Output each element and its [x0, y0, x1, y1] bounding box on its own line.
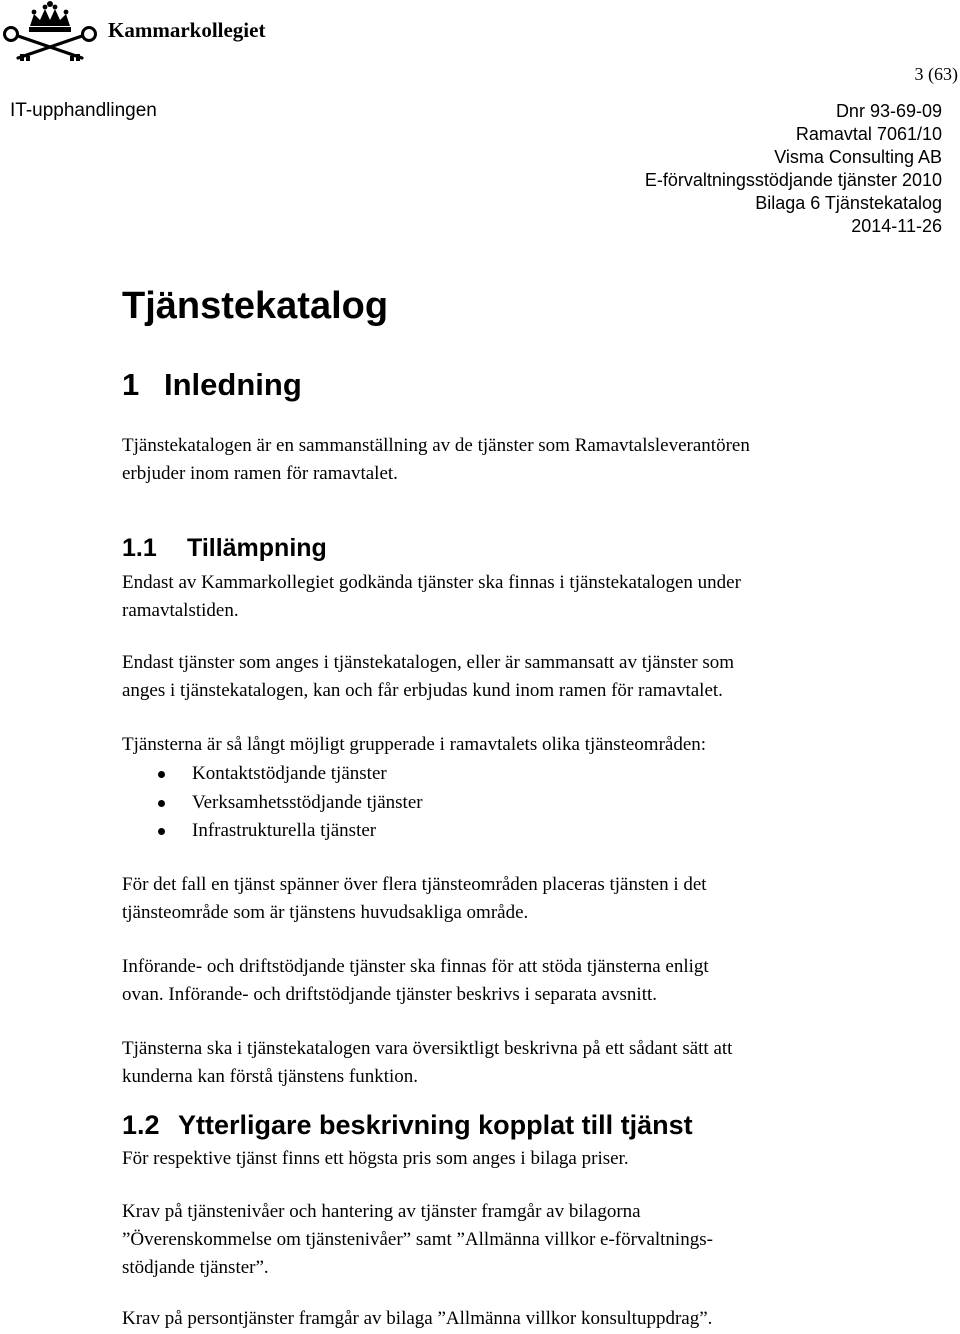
text-line: stödjande tjänster”. [122, 1257, 269, 1278]
section-number: 1.2 [122, 1110, 160, 1140]
text-line: kunderna kan förstå tjänstens funktion. [122, 1066, 419, 1087]
bullet-icon [158, 800, 165, 807]
paragraph [122, 649, 734, 705]
list-item-label: Verksamhetsstödjande tjänster [192, 791, 423, 813]
text-line: erbjuder inom ramen för ramavtalet. [122, 463, 398, 484]
text-line: Tjänstekatalogen är en sammanställning av de tjänster som Ramavtalsleverantören [122, 435, 750, 456]
section-title: Ytterligare beskrivning kopplat till tjänst [178, 1110, 693, 1140]
list-item-label: Infrastrukturella tjänster [192, 820, 377, 841]
section-number: 1.1 [122, 534, 157, 562]
paragraph [122, 731, 706, 759]
kammarkollegiet-logo [0, 0, 100, 62]
paragraph [122, 569, 741, 625]
list-item-label: Kontaktstödjande tjänster [192, 763, 387, 784]
meta-line: Bilaga 6 Tjänstekatalog [755, 193, 942, 213]
bullet-list [122, 760, 423, 846]
list-item [122, 760, 423, 789]
text-line: Införande- och driftstödjande tjänster ska finnas för att stöda tjänsterna enligt [122, 956, 709, 977]
meta-line: Visma Consulting AB [774, 147, 942, 167]
text-line: Krav på persontjänster framgår av bilaga ”Allmänna villkor konsultuppdrag”. [122, 1308, 713, 1329]
text-line: tjänsteområde som är tjänstens huvudsakliga område. [122, 902, 529, 923]
section-number: 1 [122, 367, 140, 402]
text-line: anges i tjänstekatalogen, kan och får erbjudas kund inom ramen för ramavtalet. [122, 680, 723, 701]
paragraph [122, 1198, 713, 1282]
subsection-heading [122, 1110, 693, 1141]
text-line: Endast av Kammarkollegiet godkända tjänster ska finnas i tjänstekatalogen under [122, 572, 741, 593]
list-item [122, 789, 423, 818]
paragraph [122, 1305, 712, 1333]
meta-line: Ramavtal 7061/10 [795, 124, 942, 144]
paragraph [122, 871, 707, 927]
meta-line: E-förvaltningsstödjande tjänster 2010 [644, 170, 942, 190]
meta-line: Dnr 93-69-09 [835, 101, 942, 121]
paragraph [122, 432, 750, 488]
text-line: ”Överenskommelse om tjänstenivåer” samt ”Allmänna villkor e-förvaltnings- [122, 1229, 713, 1250]
section-heading [122, 367, 302, 403]
section-title: Inledning [164, 367, 302, 402]
text-line: Krav på tjänstenivåer och hantering av tjänster framgår av bilagorna [122, 1201, 641, 1222]
document-title: Tjänstekatalog [122, 285, 389, 327]
text-line: För det fall en tjänst spänner över flera tjänsteområden placeras tjänsten i det [122, 874, 707, 895]
bullet-icon [158, 828, 165, 835]
brand-name: Kammarkollegiet [108, 18, 266, 42]
text-line: ramavtalstiden. [122, 600, 239, 621]
paragraph [122, 1035, 732, 1091]
document-meta [645, 100, 942, 238]
bullet-icon [158, 771, 165, 778]
text-line: För respektive tjänst finns ett högsta pris som anges i bilaga priser. [122, 1148, 629, 1169]
paragraph [122, 953, 709, 1009]
text-line: Tjänsterna ska i tjänstekatalogen vara översiktligt beskrivna på ett sådant sätt att [122, 1038, 733, 1059]
list-item [122, 817, 423, 846]
text-line: Tjänsterna är så långt möjligt grupperade i ramavtalets olika tjänsteområden: [122, 734, 707, 755]
page-number: 3 (63) [914, 64, 958, 84]
meta-line: 2014-11-26 [851, 216, 942, 236]
section-title: Tillämpning [187, 534, 327, 562]
paragraph [122, 1145, 629, 1173]
department: IT-upphandlingen [10, 100, 157, 121]
text-line: ovan. Införande- och driftstödjande tjänster beskrivs i separata avsnitt. [122, 984, 657, 1005]
text-line: Endast tjänster som anges i tjänstekatalogen, eller är sammansatt av tjänster som [122, 652, 735, 673]
subsection-heading [122, 534, 327, 563]
